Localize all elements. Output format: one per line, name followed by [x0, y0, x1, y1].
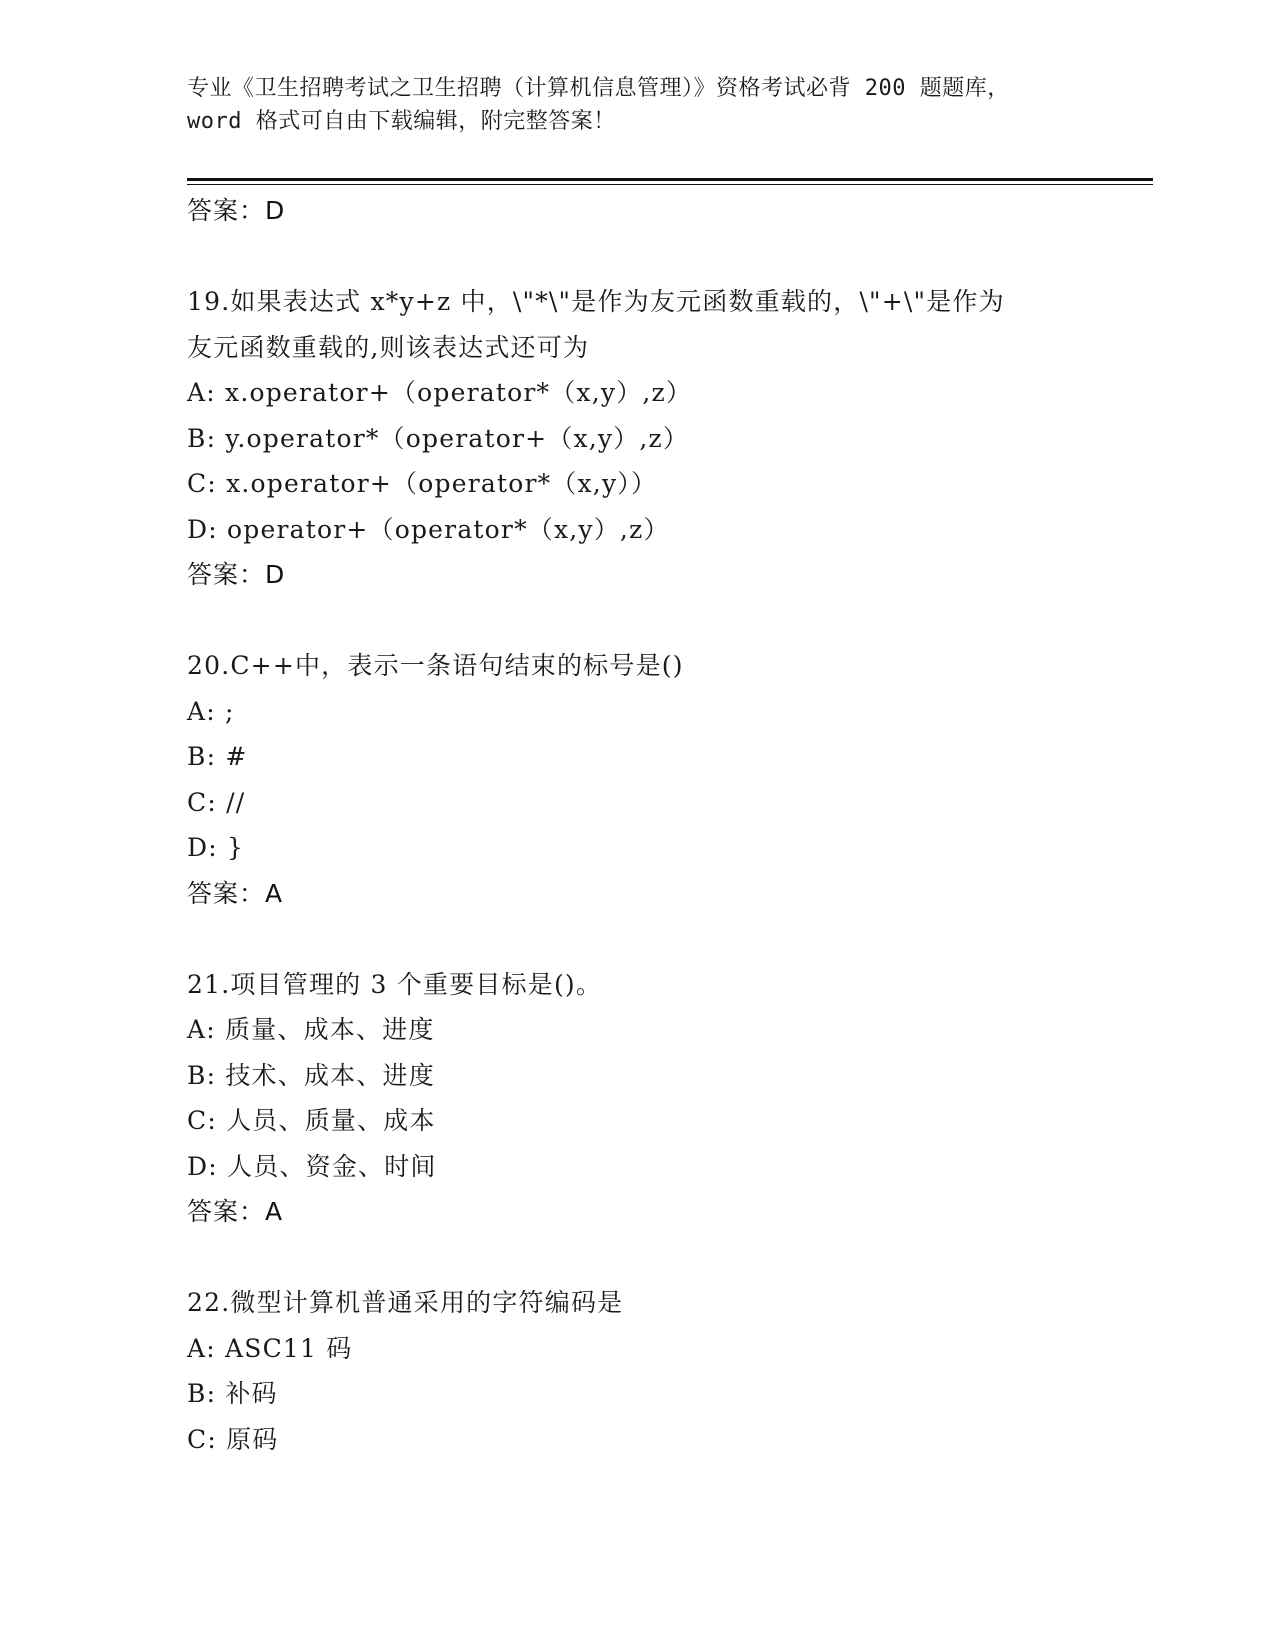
spacer [187, 916, 1127, 962]
answer: 答案：A [187, 878, 284, 908]
header-title-line-1: 专业《卫生招聘考试之卫生招聘（计算机信息管理）》资格考试必背 200 题题库， [187, 76, 1010, 101]
question-stem: 19.如果表达式 x*y+z 中，\"*\"是作为友元函数重载的，\"+\"是作为 [187, 287, 1005, 316]
spacer [187, 1235, 1127, 1281]
option-a: A: ASC11 码 [187, 1333, 353, 1363]
question-stem: 21.项目管理的 3 个重要目标是()。 [187, 969, 603, 999]
header-title-line-2: word 格式可自由下载编辑，附完整答案！ [187, 109, 616, 134]
question-21 [187, 962, 1127, 1235]
option-c: C: 原码 [187, 1424, 279, 1454]
option-b: B: y.operator*（operator+（x,y）,z） [187, 423, 690, 453]
option-c: C: 人员、质量、成本 [187, 1106, 436, 1135]
question-stem: 22.微型计算机普通采用的字符编码是 [187, 1288, 624, 1317]
spacer [187, 598, 1127, 644]
question-stem-continued: 友元函数重载的,则该表达式还可为 [187, 332, 590, 362]
question-stem: 20.C++中，表示一条语句结束的标号是() [187, 651, 684, 680]
option-d: D: 人员、资金、时间 [187, 1151, 437, 1181]
option-d: D: operator+（operator*（x,y）,z） [187, 514, 670, 544]
option-c: C: x.operator+（operator*（x,y）） [187, 469, 658, 498]
option-c: C: // [187, 787, 246, 817]
option-b: B: 技术、成本、进度 [187, 1060, 435, 1090]
question-22 [187, 1280, 1127, 1462]
question-list [187, 188, 1127, 1462]
answer: 答案：A [187, 1197, 284, 1226]
question-20 [187, 643, 1127, 916]
page-header [187, 72, 1087, 138]
option-a: A: x.operator+（operator*（x,y）,z） [187, 378, 693, 407]
option-b: B: 补码 [187, 1379, 278, 1408]
header-divider-thin [187, 184, 1153, 185]
option-a: A: ; [187, 696, 235, 726]
answer: 答案：D [187, 560, 286, 589]
spacer [187, 234, 1127, 280]
header-divider-thick [187, 178, 1153, 181]
previous-answer: 答案：D [187, 196, 286, 225]
option-d: D: } [187, 833, 245, 862]
question-19 [187, 279, 1127, 598]
option-b: B: # [187, 742, 248, 771]
option-a: A: 质量、成本、进度 [187, 1015, 435, 1044]
